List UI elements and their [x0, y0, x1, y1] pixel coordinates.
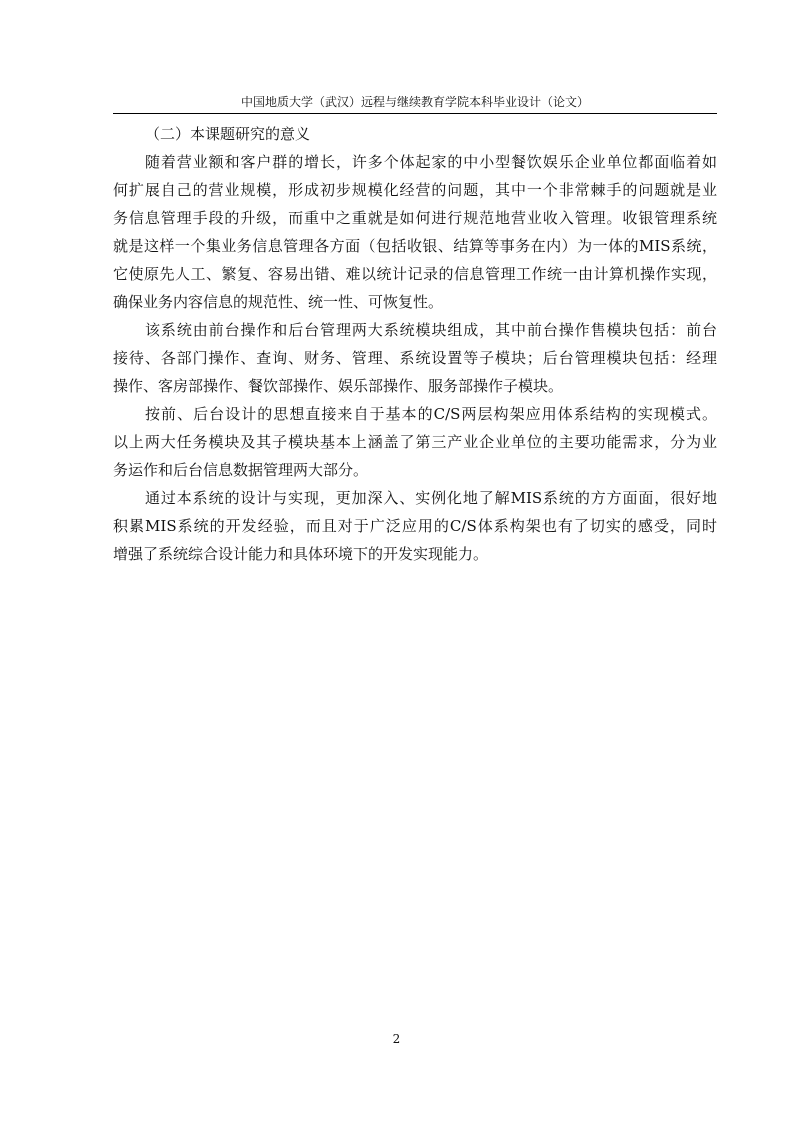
paragraph-line: 增强了系统综合设计能力和具体环境下的开发实现能力。 — [113, 545, 489, 563]
paragraph-line: 积累MIS系统的开发经验，而且对于广泛应用的C/S体系构架也有了切实的感受，同时 — [113, 517, 717, 535]
page-number: 2 — [392, 1032, 401, 1046]
header-rule — [113, 113, 717, 114]
paragraph-line: 随着营业额和客户群的增长，许多个体起家的中小型餐饮娱乐企业单位都面临着如 — [145, 153, 717, 171]
running-header: 中国地质大学（武汉）远程与继续教育学院本科毕业设计（论文） — [240, 95, 589, 109]
paragraph-line: 接待、各部门操作、查询、财务、管理、系统设置等子模块；后台管理模块包括：经理 — [113, 349, 717, 367]
paragraph-line: 按前、后台设计的思想直接来自于基本的C/S两层构架应用体系结构的实现模式。 — [145, 405, 717, 423]
paragraph-line: 以上两大任务模块及其子模块基本上涵盖了第三产业企业单位的主要功能需求，分为业 — [113, 433, 717, 451]
paragraph-line: 务信息管理手段的升级，而重中之重就是如何进行规范地营业收入管理。收银管理系统 — [113, 209, 717, 227]
paragraph-line: 确保业务内容信息的规范性、统一性、可恢复性。 — [113, 293, 444, 311]
paragraph-line: 它使原先人工、繁复、容易出错、难以统计记录的信息管理工作统一由计算机操作实现， — [113, 265, 717, 283]
paragraph — [113, 400, 717, 484]
paragraph-line: 通过本系统的设计与实现，更加深入、实例化地了解MIS系统的方方面面，很好地 — [145, 489, 717, 507]
paragraph-line: 务运作和后台信息数据管理两大部分。 — [113, 461, 369, 479]
paragraph-line: 何扩展自己的营业规模，形成初步规模化经营的问题，其中一个非常棘手的问题就是业 — [113, 181, 717, 199]
section-heading: （二）本课题研究的意义 — [145, 125, 311, 143]
paragraph-line: 操作、客房部操作、餐饮部操作、娱乐部操作、服务部操作子模块。 — [113, 377, 564, 395]
paragraph — [113, 484, 717, 568]
paragraph — [113, 316, 717, 400]
paragraph — [113, 148, 717, 316]
paragraph-line: 就是这样一个集业务信息管理各方面（包括收银、结算等事务在内）为一体的MIS系统， — [113, 237, 717, 255]
body-text — [113, 120, 717, 568]
paragraph-line: 该系统由前台操作和后台管理两大系统模块组成，其中前台操作售模块包括：前台 — [145, 321, 717, 339]
